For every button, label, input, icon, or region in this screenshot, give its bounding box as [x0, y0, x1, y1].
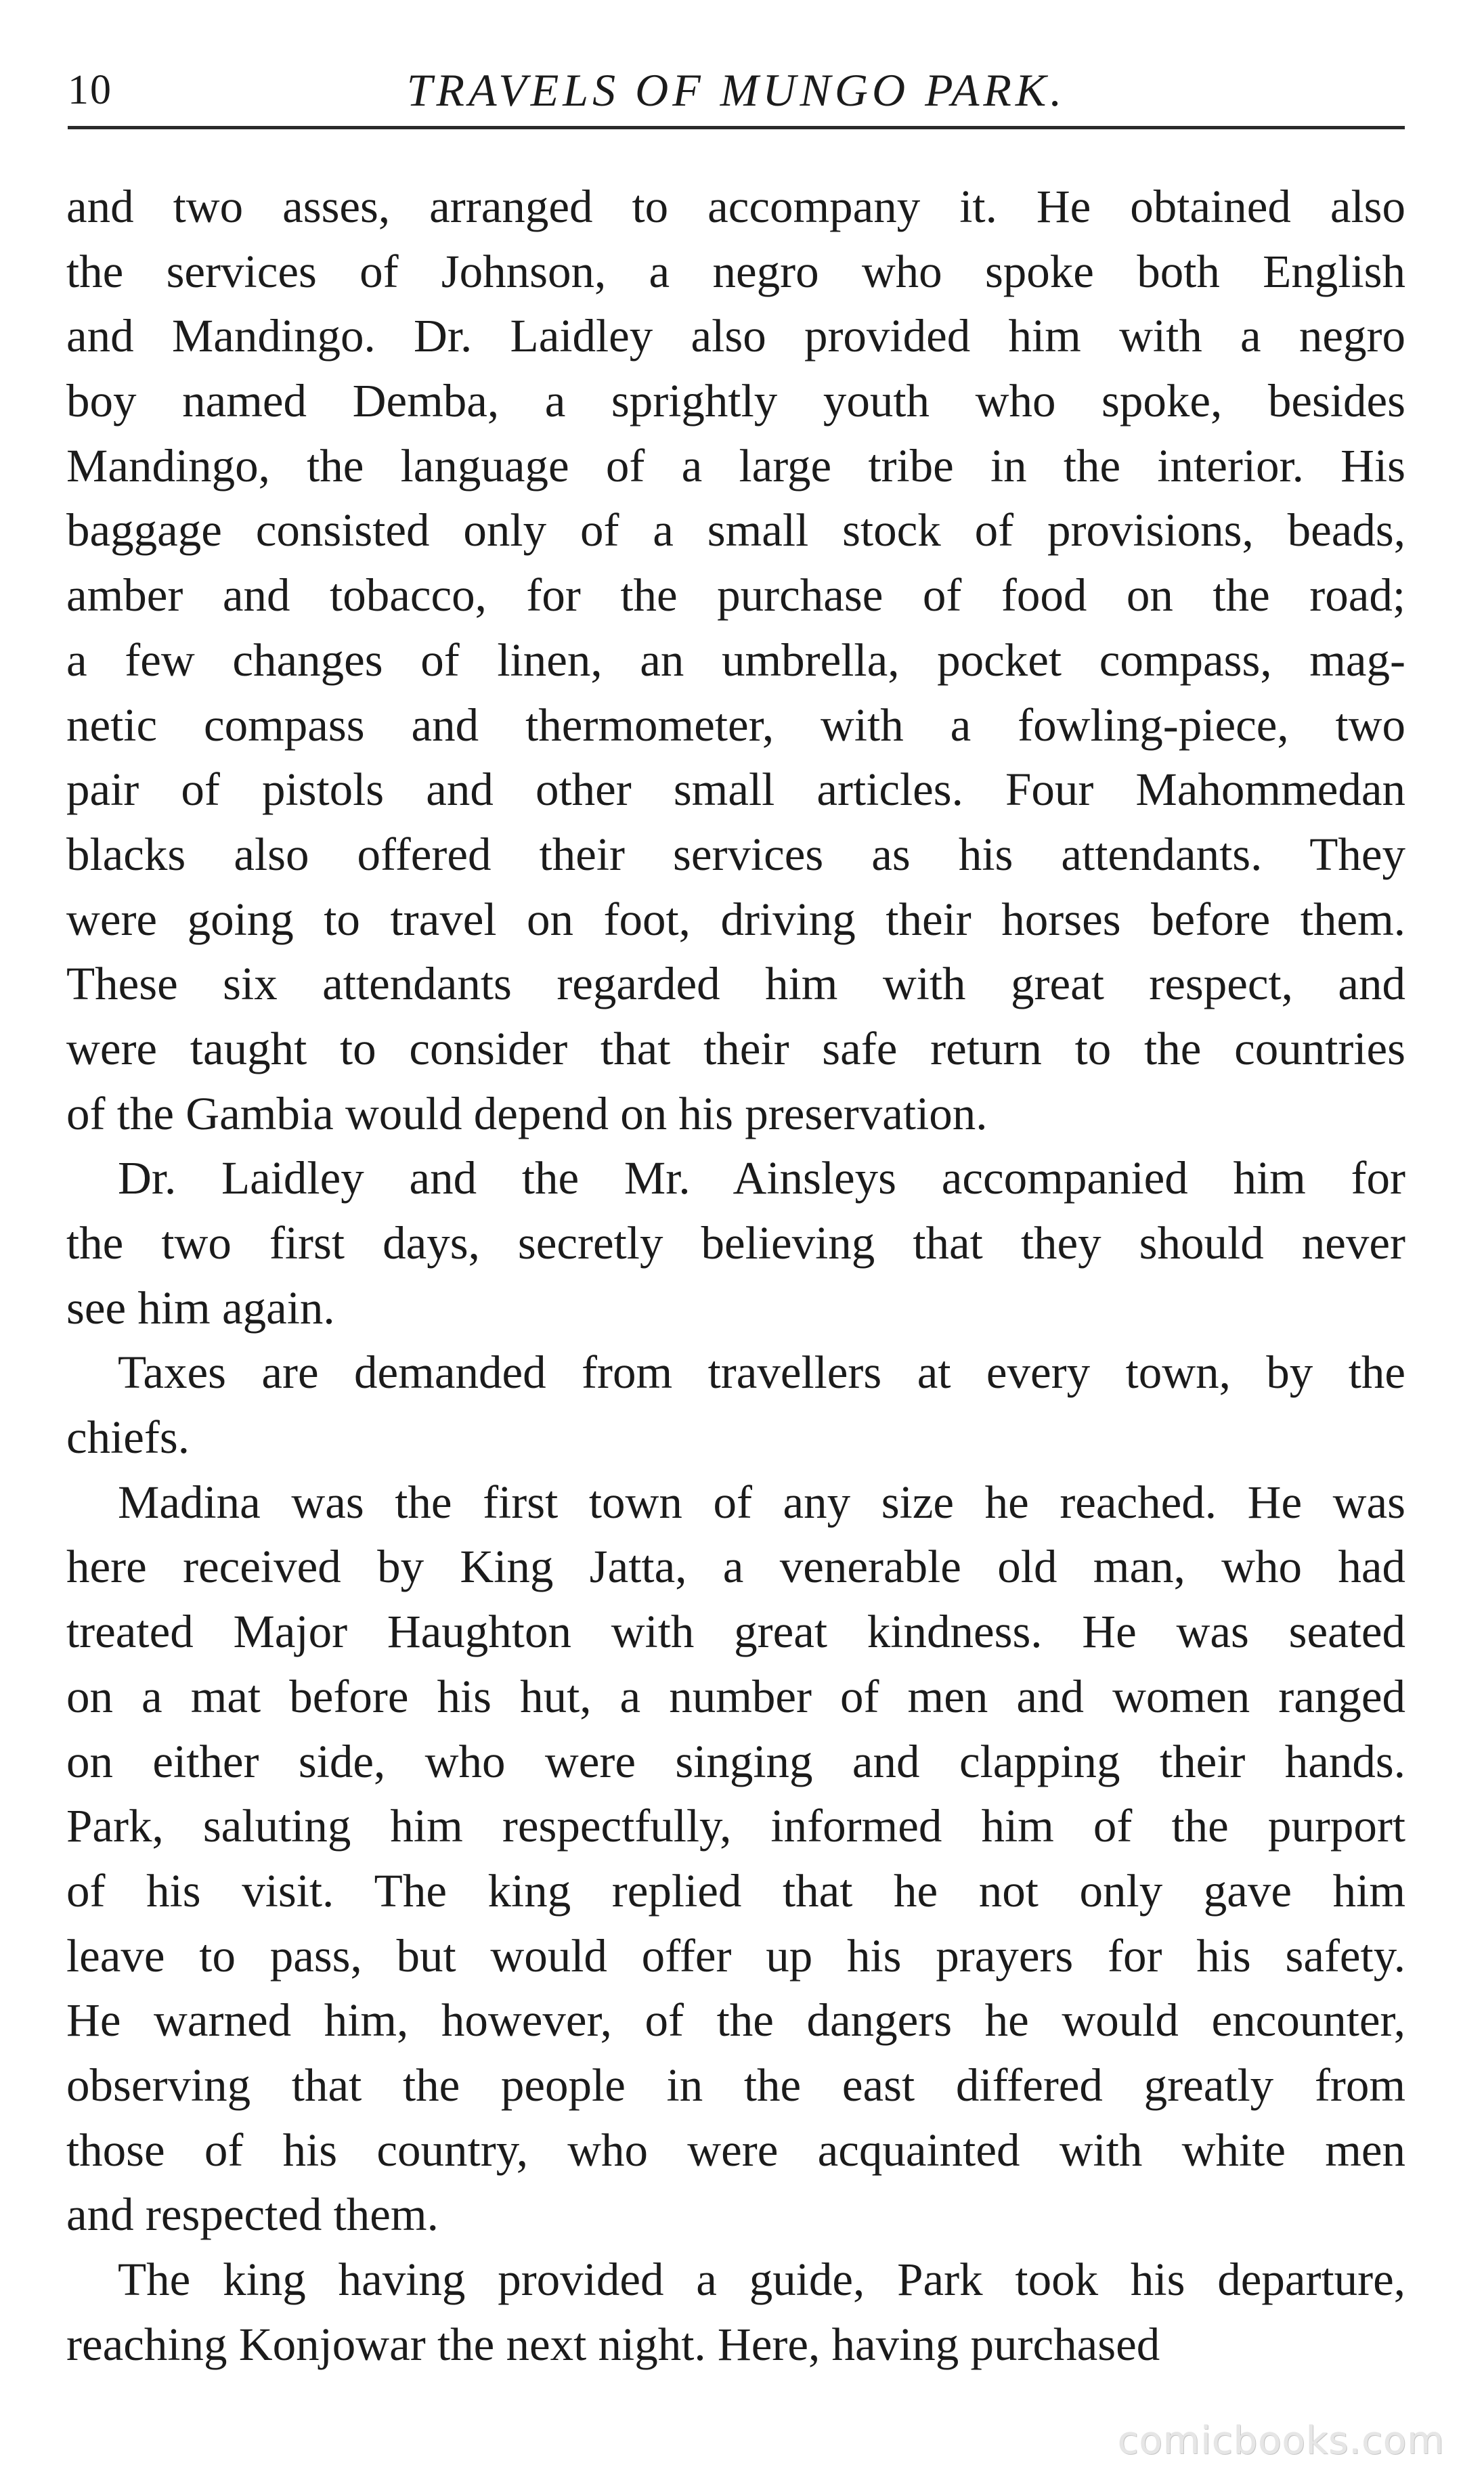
text-line: a few changes of linen, an umbrella, pocket compass, mag- — [66, 634, 1405, 686]
text-line: chiefs. — [66, 1412, 190, 1464]
text-line: were taught to consider that their safe return to the countries — [66, 1022, 1405, 1074]
text-line: The king having provided a guide, Park took his departure, — [118, 2254, 1405, 2305]
text-line: here received by King Jatta, a venerable old man, who had — [66, 1541, 1405, 1593]
header-rule — [68, 126, 1405, 129]
page-number: 10 — [68, 67, 112, 113]
text-line: These six attendants regarded him with great respect, and — [66, 958, 1405, 1010]
text-line: and Mandingo. Dr. Laidley also provided him with a negro — [66, 310, 1405, 362]
text-line: netic compass and thermometer, with a fowling-piece, two — [66, 699, 1405, 751]
text-line: blacks also offered their services as his attendants. They — [66, 828, 1405, 880]
text-line: on either side, who were singing and clapping their hands. — [66, 1735, 1405, 1787]
text-line: were going to travel on foot, driving their horses before them. — [66, 893, 1405, 945]
text-line: treated Major Haughton with great kindness. He was seated — [66, 1606, 1405, 1658]
text-line: boy named Demba, a sprightly youth who spoke, besides — [66, 375, 1405, 427]
text-line: on a mat before his hut, a number of men and women ranged — [66, 1670, 1405, 1722]
running-title: TRAVELS OF MUNGO PARK. — [406, 64, 1066, 116]
text-line: the two first days, secretly believing that they should never — [66, 1217, 1405, 1269]
body-text — [66, 175, 1405, 2377]
text-line: see him again. — [66, 1282, 335, 1334]
text-line: reaching Konjowar the next night. Here, having purchased — [66, 2318, 1160, 2370]
text-line: He warned him, however, of the dangers he would encounter, — [66, 1994, 1405, 2047]
paragraph — [66, 1470, 1405, 2248]
paragraph — [66, 1340, 1405, 1470]
text-line: and respected them. — [66, 2189, 439, 2241]
text-line: those of his country, who were acquainted with white men — [66, 2124, 1405, 2176]
text-line: amber and tobacco, for the purchase of food on the road; — [66, 569, 1405, 621]
text-line: Dr. Laidley and the Mr. Ainsleys accompanied him for — [118, 1152, 1405, 1204]
text-line: leave to pass, but would offer up his prayers for his safety. — [66, 1929, 1405, 1982]
text-line: of the Gambia would depend on his preservation. — [66, 1087, 988, 1139]
paragraph — [66, 2248, 1405, 2377]
text-line: Taxes are demanded from travellers at every town, by the — [118, 1347, 1405, 1399]
paragraph — [66, 175, 1405, 1146]
text-line: Mandingo, the language of a large tribe in the interior. His — [66, 439, 1405, 491]
text-line: of his visit. The king replied that he not only gave him — [66, 1864, 1405, 1917]
text-line: and two asses, arranged to accompany it. He obtained also — [66, 181, 1405, 232]
paragraph — [66, 1146, 1405, 1340]
watermark: comicbooks.com — [1117, 2419, 1445, 2463]
page-header — [68, 60, 1405, 121]
text-line: the services of Johnson, a negro who spoke both English — [66, 245, 1405, 297]
text-line: pair of pistols and other small articles. Four Mahommedan — [66, 764, 1405, 816]
text-line: baggage consisted only of a small stock of provisions, beads, — [66, 504, 1405, 556]
text-line: observing that the people in the east differed greatly from — [66, 2059, 1405, 2111]
text-line: Park, saluting him respectfully, informed him of the purport — [66, 1800, 1405, 1852]
text-line: Madina was the first town of any size he reached. He was — [118, 1476, 1405, 1528]
